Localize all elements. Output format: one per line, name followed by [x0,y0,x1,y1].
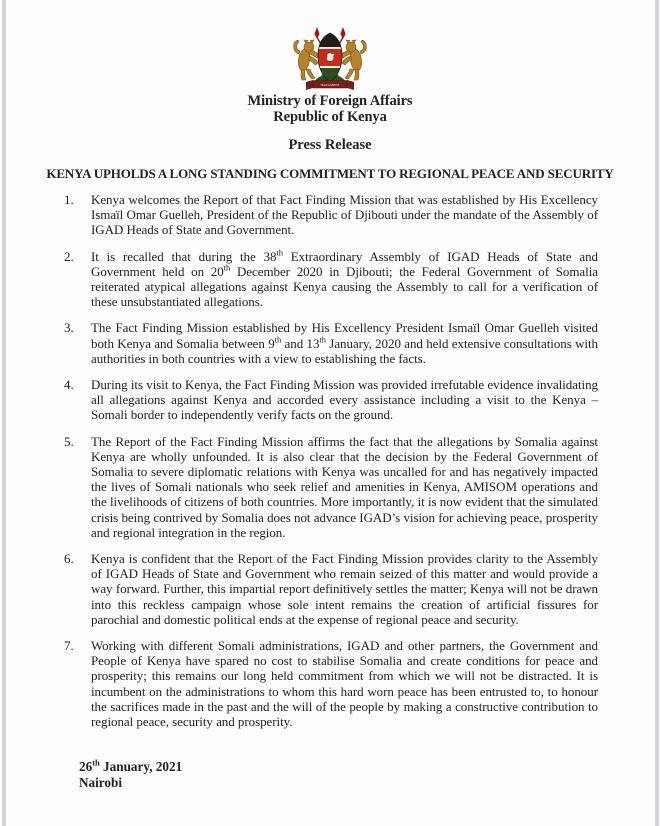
document-type-label: Press Release [288,137,372,153]
press-release-paragraph [64,638,598,729]
press-release-paragraph [64,551,598,627]
press-release-paragraph [64,249,598,310]
paragraph-number: 4. [64,377,74,393]
document-page [6,0,654,826]
paragraph-number: 5. [64,433,74,449]
press-release-paragraph [64,320,598,366]
motto-text: HARAMBEE [320,83,340,88]
paragraph-text: During its visit to Kenya, the Fact Finding Mission was provided irrefutable evidence invalidating all allegations against Kenya and accorded every assistance including a visit to the Kenya – Somali border to independently verify facts on the ground. [91,377,598,423]
country-name: Republic of Kenya [273,108,387,125]
lion-right-icon [341,40,366,80]
page-edge-right [655,0,659,826]
press-release-paragraph [64,434,598,540]
paragraph-text: The Report of the Fact Finding Mission affirms the fact that the allegations by Somalia against Kenya are wholly unfounded. It is also clear that the decision by the Federal Government of Somalia to severe diplomatic relations with Kenya was uncalled for and has negatively impacted the lives of Somali nationals who seek relief and amenities in Kenya, AMISOM operations and the livelihoods of citizens of both countries. More importantly, it is now evident that the simulated crisis being contrived by Somalia does not advance IGAD’s vision for achieving peace, prosperity and regional integration in the region. [91,433,598,540]
paragraph-number: 6. [64,551,74,567]
press-release-title: KENYA UPHOLDS A LONG STANDING COMMITMENT TO REGIONAL PEACE AND SECURITY [46,166,614,181]
letterhead [6,94,654,125]
maasai-shield-icon [316,32,344,83]
paragraph-number: 3. [64,320,74,336]
release-date: 26th January, 2021 [79,757,183,775]
paragraph-text: The Fact Finding Mission established by His Excellency President Ismaïl Omar Guelleh visited both Kenya and Somalia between 9th and 13th January, 2020 and held extensive consultations with authorities in both countries with a view to establishing the facts. [91,320,599,366]
kenya-coat-of-arms [286,26,374,92]
paragraph-number: 2. [64,248,74,264]
press-release-paragraph [64,192,598,238]
paragraph-number: 7. [64,638,74,654]
ministry-name: Ministry of Foreign Affairs [247,93,413,109]
paragraph-list [6,192,654,729]
lion-left-icon [294,40,319,80]
paragraph-number: 1. [64,192,74,207]
paragraph-text: It is recalled that during the 38th Extraordinary Assembly of IGAD Heads of State and Government held on 20th December 2020 in Djibouti; the Federal Government of Somalia reiterated atypical allegations against Kenya causing the Assembly to call for a verification of these unsubstantiated allegations. [91,247,598,310]
paragraph-text: Working with different Somali administrations, IGAD and other partners, the Government and People of Kenya have spared no cost to stabilise Somalia and create conditions for peace and prosperity; this remains our long held commitment from which we will not be distracted. It is incumbent on the administrations to whom this hard worn peace has been entrusted to, to honour the sacrifices made in the past and the will of the people by making a constructive contribution to regional peace, security and prosperity. [91,638,598,730]
signoff-block [79,759,654,789]
paragraph-text: Kenya welcomes the Report of that Fact Finding Mission that was established by His Excellency Ismaïl Omar Guelleh, President of the Republic of Djibouti under the mandate of the Assembly of IGAD Heads of State and Government. [91,192,598,238]
motto-banner-icon [306,80,354,90]
paragraph-text: Kenya is confident that the Report of the Fact Finding Mission provides clarity to the Assembly of IGAD Heads of State and Government who remain seized of this matter and would provide a way forward. Further, this impartial report definitively settles the matter; Kenya will not be drawn into this reckless campaign whose sole intent remains the creation of artificial fissures for parochial and domestic political ends at the expense of regional peace and security. [91,551,598,627]
press-release-paragraph [64,377,598,423]
lion-tail [294,40,300,54]
release-place: Nairobi [79,774,122,790]
